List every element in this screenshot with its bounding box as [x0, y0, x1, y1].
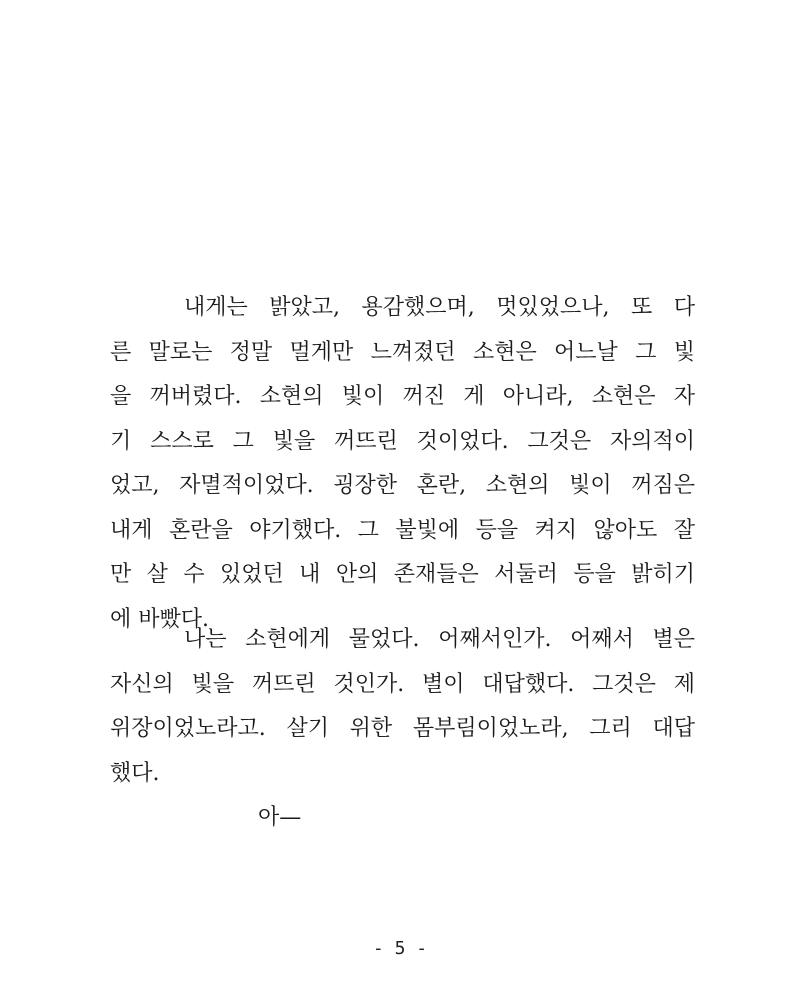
paragraph-line: 나는 소현에게 물었다. 어째서인가. 어째서 별은: [184, 627, 695, 652]
page-number: - 5 -: [372, 938, 428, 959]
paragraph-line: 위장이었노라고. 살기 위한 몸부림이었노라, 그리 대답: [110, 716, 695, 741]
paragraph-line: 었고, 자멸적이었다. 굉장한 혼란, 소현의 빛이 꺼짐은: [110, 473, 695, 498]
paragraph-line: 을 꺼버렸다. 소현의 빛이 꺼진 게 아니라, 소현은 자: [110, 384, 695, 409]
paragraph-line: 기 스스로 그 빛을 꺼뜨린 것이었다. 그것은 자의적이: [110, 428, 695, 454]
paragraph-line: 에 바빴다.: [110, 606, 209, 632]
paragraph-line: 했다.: [110, 760, 160, 786]
paragraph-line: 른 말로는 정말 멀게만 느껴졌던 소현은 어느날 그 빛: [110, 339, 695, 365]
paragraph-line: 내게는 밝았고, 용감했으며, 멋있었으나, 또 다: [184, 295, 695, 320]
paragraph-2: [110, 618, 695, 796]
paragraph-line: 내게 혼란을 야기했다. 그 불빛에 등을 켜지 않아도 잘: [110, 517, 695, 543]
paragraph-line: 만 살 수 있었던 내 안의 존재들은 서둘러 등을 밝히기: [110, 562, 695, 587]
exclamation-line: 아—: [258, 805, 302, 830]
paragraph-1: [110, 286, 695, 642]
paragraph-line: 자신의 빛을 꺼뜨린 것인가. 별이 대답했다. 그것은 제: [110, 671, 695, 697]
